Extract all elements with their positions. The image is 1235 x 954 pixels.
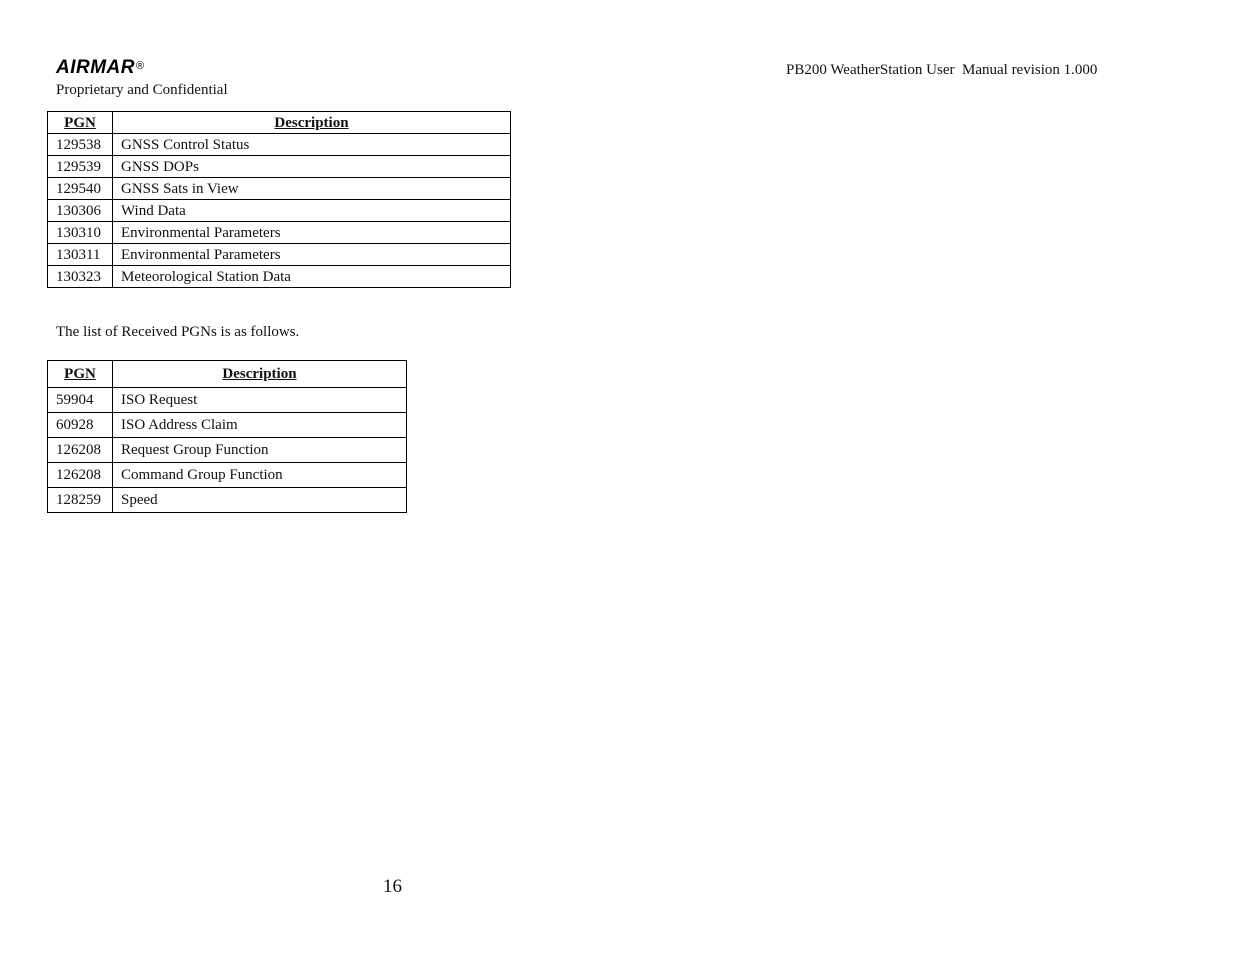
airmar-logo	[56, 57, 145, 79]
pgn-cell: 130311	[48, 244, 113, 266]
document-title: PB200 WeatherStation User Manual revision 1.000	[786, 62, 1098, 78]
pgn-cell: 126208	[48, 438, 113, 463]
pgn-cell: 60928	[48, 413, 113, 438]
pgn-cell: 59904	[48, 388, 113, 413]
pgn-cell: 129540	[48, 178, 113, 200]
pgn-cell: 129539	[48, 156, 113, 178]
received-pgns-intro: The list of Received PGNs is as follows.	[56, 324, 300, 340]
description-cell: Environmental Parameters	[113, 222, 511, 244]
description-column-header: Description	[113, 361, 407, 388]
table-header-row	[48, 112, 511, 134]
pgn-cell: 130323	[48, 266, 113, 288]
description-cell: Request Group Function	[113, 438, 407, 463]
pgn-cell: 128259	[48, 488, 113, 513]
pgn-cell: 126208	[48, 463, 113, 488]
pgn-cell: 130306	[48, 200, 113, 222]
pgn-cell: 130310	[48, 222, 113, 244]
description-cell: GNSS Control Status	[113, 134, 511, 156]
pgn-column-header: PGN	[48, 112, 113, 134]
table-row	[48, 244, 511, 266]
table-row	[48, 438, 407, 463]
description-cell: GNSS DOPs	[113, 156, 511, 178]
transmitted-pgn-table	[47, 111, 511, 288]
description-cell: ISO Address Claim	[113, 413, 407, 438]
description-cell: ISO Request	[113, 388, 407, 413]
table-row	[48, 463, 407, 488]
description-cell: Environmental Parameters	[113, 244, 511, 266]
description-cell: Command Group Function	[113, 463, 407, 488]
description-cell: Meteorological Station Data	[113, 266, 511, 288]
page-number: 16	[383, 876, 402, 897]
received-pgn-table	[47, 360, 407, 513]
table-row	[48, 200, 511, 222]
table-row	[48, 488, 407, 513]
registered-mark: ®	[136, 60, 145, 72]
confidential-notice: Proprietary and Confidential	[56, 82, 228, 98]
description-cell: Wind Data	[113, 200, 511, 222]
table-header-row	[48, 361, 407, 388]
table-row	[48, 413, 407, 438]
table-row	[48, 156, 511, 178]
table-row	[48, 134, 511, 156]
pgn-column-header: PGN	[48, 361, 113, 388]
table-row	[48, 388, 407, 413]
pgn-cell: 129538	[48, 134, 113, 156]
logo-text: AIRMAR	[56, 57, 135, 78]
description-cell: Speed	[113, 488, 407, 513]
table-row	[48, 266, 511, 288]
description-column-header: Description	[113, 112, 511, 134]
description-cell: GNSS Sats in View	[113, 178, 511, 200]
table-row	[48, 222, 511, 244]
table-row	[48, 178, 511, 200]
